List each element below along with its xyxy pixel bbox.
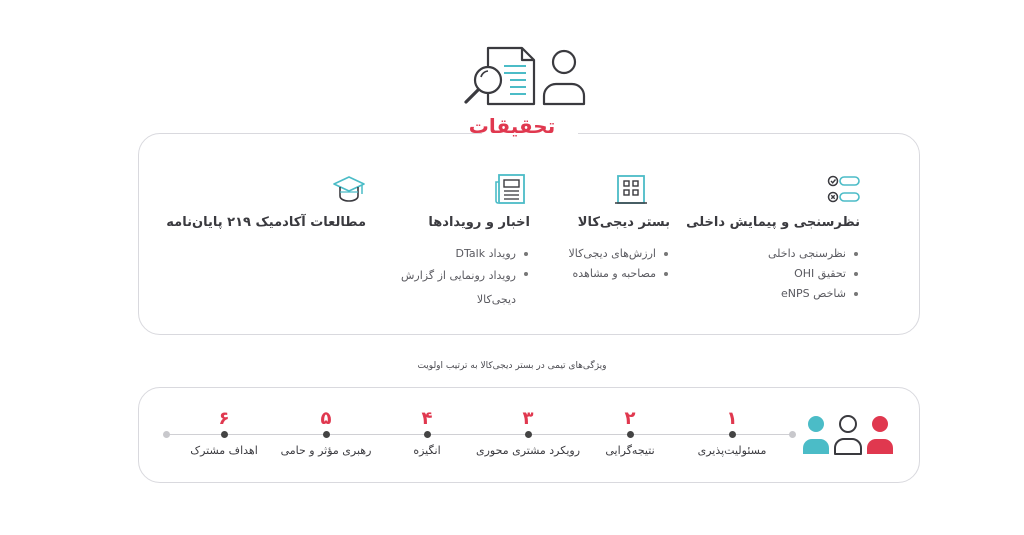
- research-user-icon: [460, 44, 590, 108]
- section-title: تحقیقات: [468, 114, 556, 138]
- step-number: ۶: [218, 408, 230, 429]
- step-label: رهبری مؤثر و حامی: [280, 444, 372, 457]
- list-item: تحقیق OHI: [768, 264, 860, 284]
- step-dot: [729, 431, 736, 438]
- step-label: مسئولیت‌پذیری: [697, 444, 767, 457]
- step-dot: [424, 431, 431, 438]
- graduation-cap-icon: [332, 172, 366, 206]
- list-item: [401, 264, 530, 312]
- step-dot: [525, 431, 532, 438]
- column-title: بستر دیجی‌کالا: [577, 215, 670, 230]
- column-title: اخبار و رویدادها: [428, 215, 530, 230]
- building-icon: [614, 172, 648, 206]
- step-number: ۴: [421, 408, 433, 429]
- newspaper-icon: [494, 172, 528, 206]
- timeline-line: [166, 434, 794, 435]
- column-title: مطالعات آکادمیک ۲۱۹ پایان‌نامه: [166, 215, 366, 230]
- team-icon: [800, 412, 896, 456]
- list-item-line: رویداد رونمایی از گزارش: [400, 269, 516, 282]
- step-dot: [627, 431, 634, 438]
- column-list: [569, 244, 670, 284]
- timeline-end: [163, 431, 170, 438]
- list-item: شاخص eNPS: [768, 284, 860, 304]
- priorities-caption: ویژگی‌های تیمی در بستر دیجی‌کالا به ترتیب اولویت: [417, 361, 607, 371]
- step-number: ۲: [624, 408, 636, 429]
- step-label: اهداف مشترک: [190, 444, 258, 457]
- step-dot: [323, 431, 330, 438]
- step-number: ۱: [726, 408, 738, 429]
- list-item-line: دیجی‌کالا: [476, 293, 516, 306]
- step-label: انگیزه: [413, 444, 441, 457]
- step-number: ۵: [320, 408, 332, 429]
- list-item: ارزش‌های دیجی‌کالا: [569, 244, 670, 264]
- list-item: رویداد DTalk: [401, 244, 530, 264]
- step-label: رویکرد مشتری محوری: [475, 444, 581, 457]
- column-list: [768, 244, 860, 304]
- step-label: نتیجه‌گرایی: [605, 444, 655, 457]
- column-list: [401, 244, 530, 312]
- step-number: ۳: [522, 408, 534, 429]
- survey-checklist-icon: [826, 172, 860, 206]
- list-item: نظرسنجی داخلی: [768, 244, 860, 264]
- timeline-end: [789, 431, 796, 438]
- list-item: مصاحبه و مشاهده: [569, 264, 670, 284]
- step-dot: [221, 431, 228, 438]
- column-title: نظرسنجی و پیمایش داخلی: [686, 215, 860, 230]
